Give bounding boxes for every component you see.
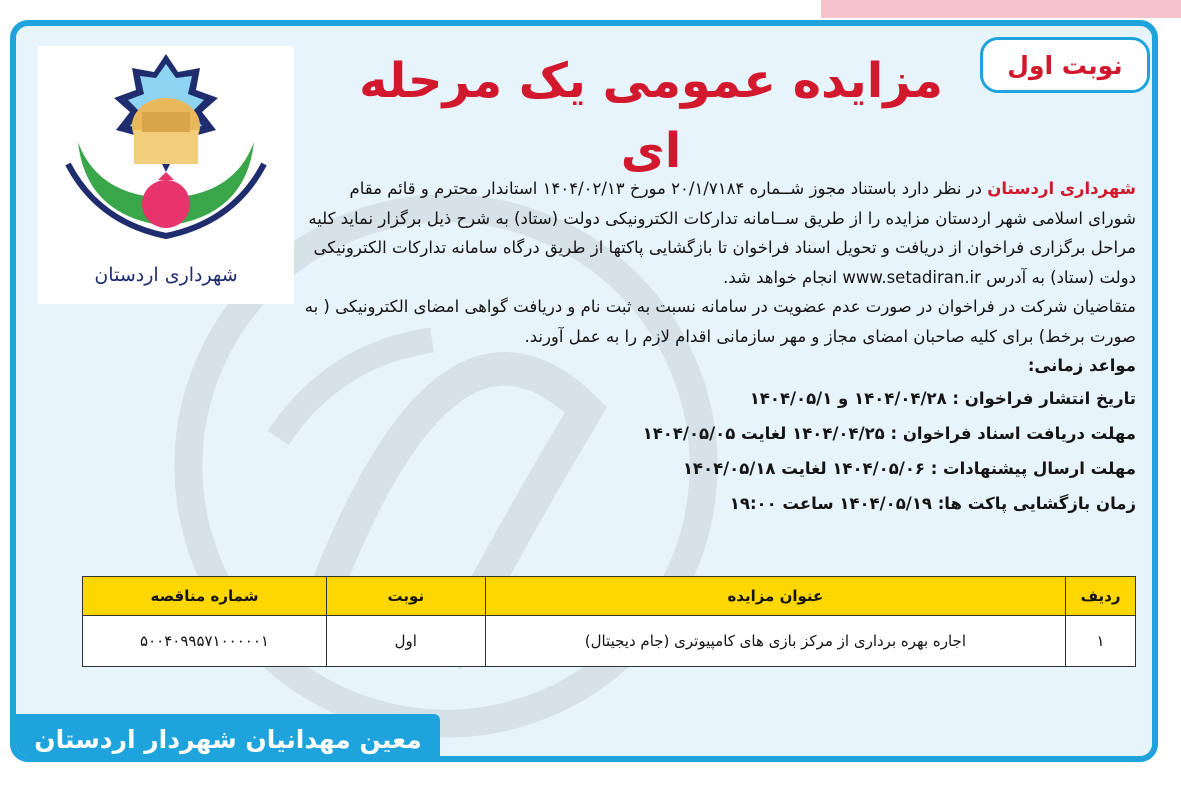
schedule-title: مواعد زمانی: xyxy=(1027,356,1136,375)
cell-turn: اول xyxy=(327,616,486,667)
mayor-signature-bar: معین مهدانیان شهردار اردستان xyxy=(16,714,440,762)
municipality-logo xyxy=(38,46,294,304)
table-row xyxy=(83,616,1136,667)
municipality-name: شهرداری اردستان xyxy=(987,179,1136,198)
schedule-bid-deadline: مهلت ارسال پیشنهادات : ۱۴۰۴/۰۵/۰۶ لغایت ۱۴۰۴/۰۵/۱۸ xyxy=(682,458,1136,478)
page-title: مزایده عمومی یک مرحله ای xyxy=(359,53,943,179)
cell-row-number: ۱ xyxy=(1066,616,1136,667)
auction-table xyxy=(82,576,1136,667)
cell-tender-number: ۵۰۰۴۰۹۹۵۷۱۰۰۰۰۰۱ xyxy=(83,616,327,667)
announcement-body xyxy=(302,174,1136,521)
table-header-row xyxy=(83,577,1136,616)
publication-turn-badge: نوبت اول xyxy=(980,37,1150,93)
header-auction-title: عنوان مزایده xyxy=(485,577,1065,616)
cell-auction-title: اجاره بهره برداری از مرکز بازی های کامپیوتری (جام دیجیتال) xyxy=(485,616,1065,667)
schedule-publish-date: تاریخ انتشار فراخوان : ۱۴۰۴/۰۴/۲۸ و ۱۴۰۴/۰۵/۱ xyxy=(749,388,1136,408)
advertisement-frame xyxy=(10,20,1158,762)
header-turn: نوبت xyxy=(327,577,486,616)
intro-paragraph xyxy=(302,174,1136,292)
top-corner-stripe xyxy=(821,0,1181,18)
intro-text: در نظر دارد باستناد مجوز شــماره ۲۰/۱/۷۱۸۴ مورخ ۱۴۰۴/۰۲/۱۳ استاندار محترم و قائم مقام شورای اسلامی شهر اردستان مزایده را از طریق ســامانه تدارکات الکترونیکی دولت (ستاد) به شرح ذیل برگزار نماید کلیه مراحل برگزاری فراخوان از دریافت و تحویل اسناد فراخوان تا بازگشایی پاکتها از طریق درگاه سامانه تدارکات الکترونیکی دولت (ستاد) به آدرس www.setadiran.ir انجام خواهد شد. xyxy=(308,179,1136,287)
header-row-number: ردیف xyxy=(1066,577,1136,616)
logo-caption: شهرداری اردستان xyxy=(94,264,238,286)
schedule-opening-time: زمان بازگشایی پاکت ها: ۱۴۰۴/۰۵/۱۹ ساعت ۱۹:۰۰ xyxy=(729,493,1136,513)
notice-paragraph: متقاضیان شرکت در فراخوان در صورت عدم عضویت در سامانه نسبت به ثبت نام و دریافت گواهی امضای الکترونیکی ( به صورت برخط) برای کلیه صاحبان امضای مجاز و مهر سازمانی اقدام لازم را به عمل آورند. xyxy=(304,297,1136,346)
schedule-document-deadline: مهلت دریافت اسناد فراخوان : ۱۴۰۴/۰۴/۲۵ لغایت ۱۴۰۴/۰۵/۰۵ xyxy=(642,423,1136,443)
header-tender-number: شماره مناقصه xyxy=(83,577,327,616)
